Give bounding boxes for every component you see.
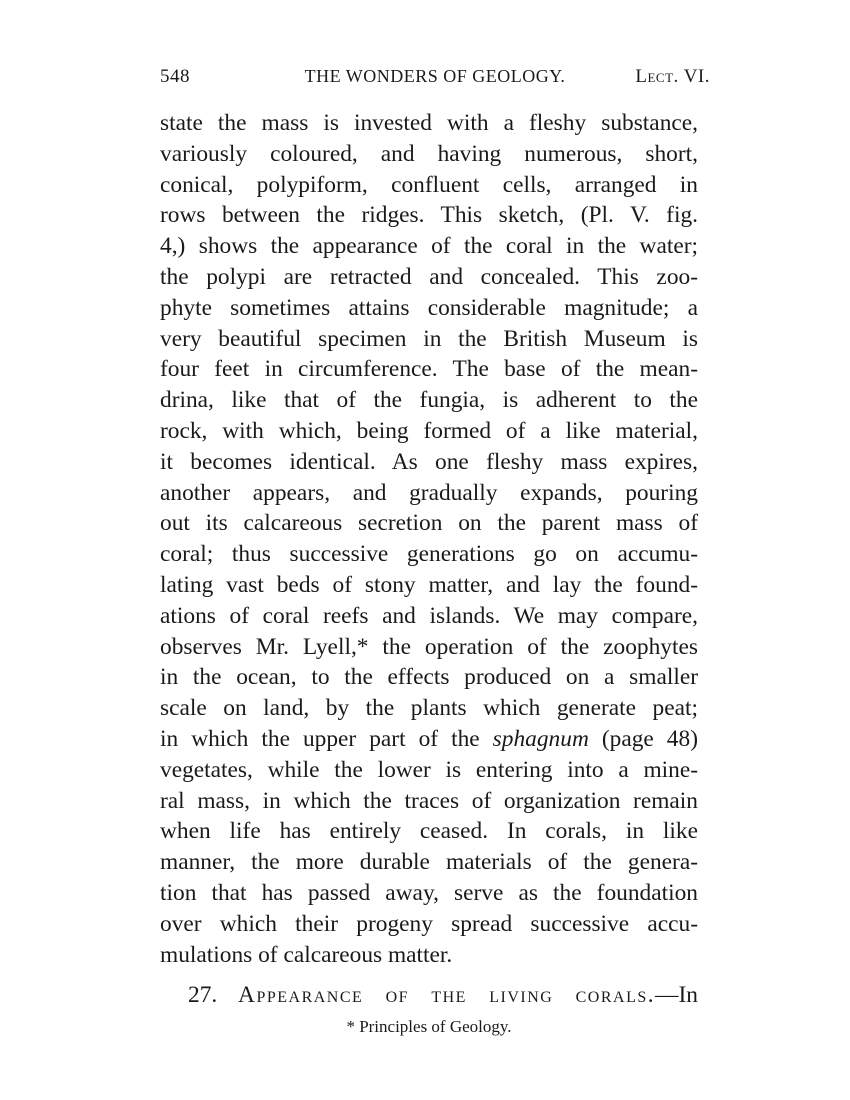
text-line: it becomes identical. As one fleshy mass expires, (160, 448, 698, 475)
italic-term: sphagnum (492, 725, 589, 752)
section-title: Appearance of the living corals. (238, 982, 656, 1008)
section-number: 27. (188, 982, 218, 1008)
text-line: mulations of calcareous matter. (160, 941, 453, 968)
section-continuation: —In (655, 982, 698, 1008)
footnote: * Principles of Geology. (346, 1017, 512, 1036)
text-line: 4,) shows the appearance of the coral in the water; (160, 233, 698, 260)
text-line: very beautiful specimen in the British Museum is (160, 325, 698, 352)
body-text (160, 108, 698, 970)
running-title: THE WONDERS OF GEOLOGY. (304, 66, 566, 86)
text-line: the polypi are retracted and concealed. This zoo- (160, 263, 698, 290)
text-line: another appears, and gradually expands, pouring (160, 479, 698, 506)
text-line: observes Mr. Lyell,* the operation of the zoophytes (160, 633, 698, 660)
text-line: four feet in circumference. The base of the mean- (160, 356, 698, 383)
text-line: out its calcareous secretion on the parent mass of (160, 510, 698, 537)
text-line: scale on land, by the plants which generate peat; (160, 695, 698, 722)
text-line: phyte sometimes attains considerable magnitude; a (160, 294, 698, 321)
text-line: lating vast beds of stony matter, and lay the found- (160, 571, 698, 598)
text-line: in the ocean, to the effects produced on a smaller (160, 664, 698, 691)
page-number: 548 (160, 66, 190, 87)
text-line: manner, the more durable materials of the genera- (160, 849, 698, 876)
running-head (160, 66, 710, 90)
text-line-with-italic: in which the upper part of the sphagnum (page 48) (160, 725, 698, 752)
section-heading (188, 980, 698, 1010)
text-line: coral; thus successive generations go on accumu- (160, 541, 698, 568)
text-line: vegetates, while the lower is entering into a mine- (160, 756, 698, 783)
text-line: variously coloured, and having numerous, short, (160, 140, 698, 167)
text-line: tion that has passed away, serve as the foundation (160, 879, 698, 906)
text-line: ral mass, in which the traces of organization remain (160, 787, 698, 814)
text-line: conical, polypiform, confluent cells, arranged in (160, 171, 698, 198)
text-line: rows between the ridges. This sketch, (Pl. V. fig. (160, 202, 698, 229)
text-line: rock, with which, being formed of a like material, (160, 417, 698, 444)
text-line: when life has entirely ceased. In corals, in like (160, 818, 698, 845)
text-line: over which their progeny spread successive accu- (160, 910, 698, 937)
text-line: ations of coral reefs and islands. We may compare, (160, 602, 698, 629)
lecture-label: Lect. VI. (635, 66, 710, 87)
text-line: state the mass is invested with a fleshy substance, (160, 110, 698, 136)
text-line: drina, like that of the fungia, is adherent to the (160, 387, 698, 414)
